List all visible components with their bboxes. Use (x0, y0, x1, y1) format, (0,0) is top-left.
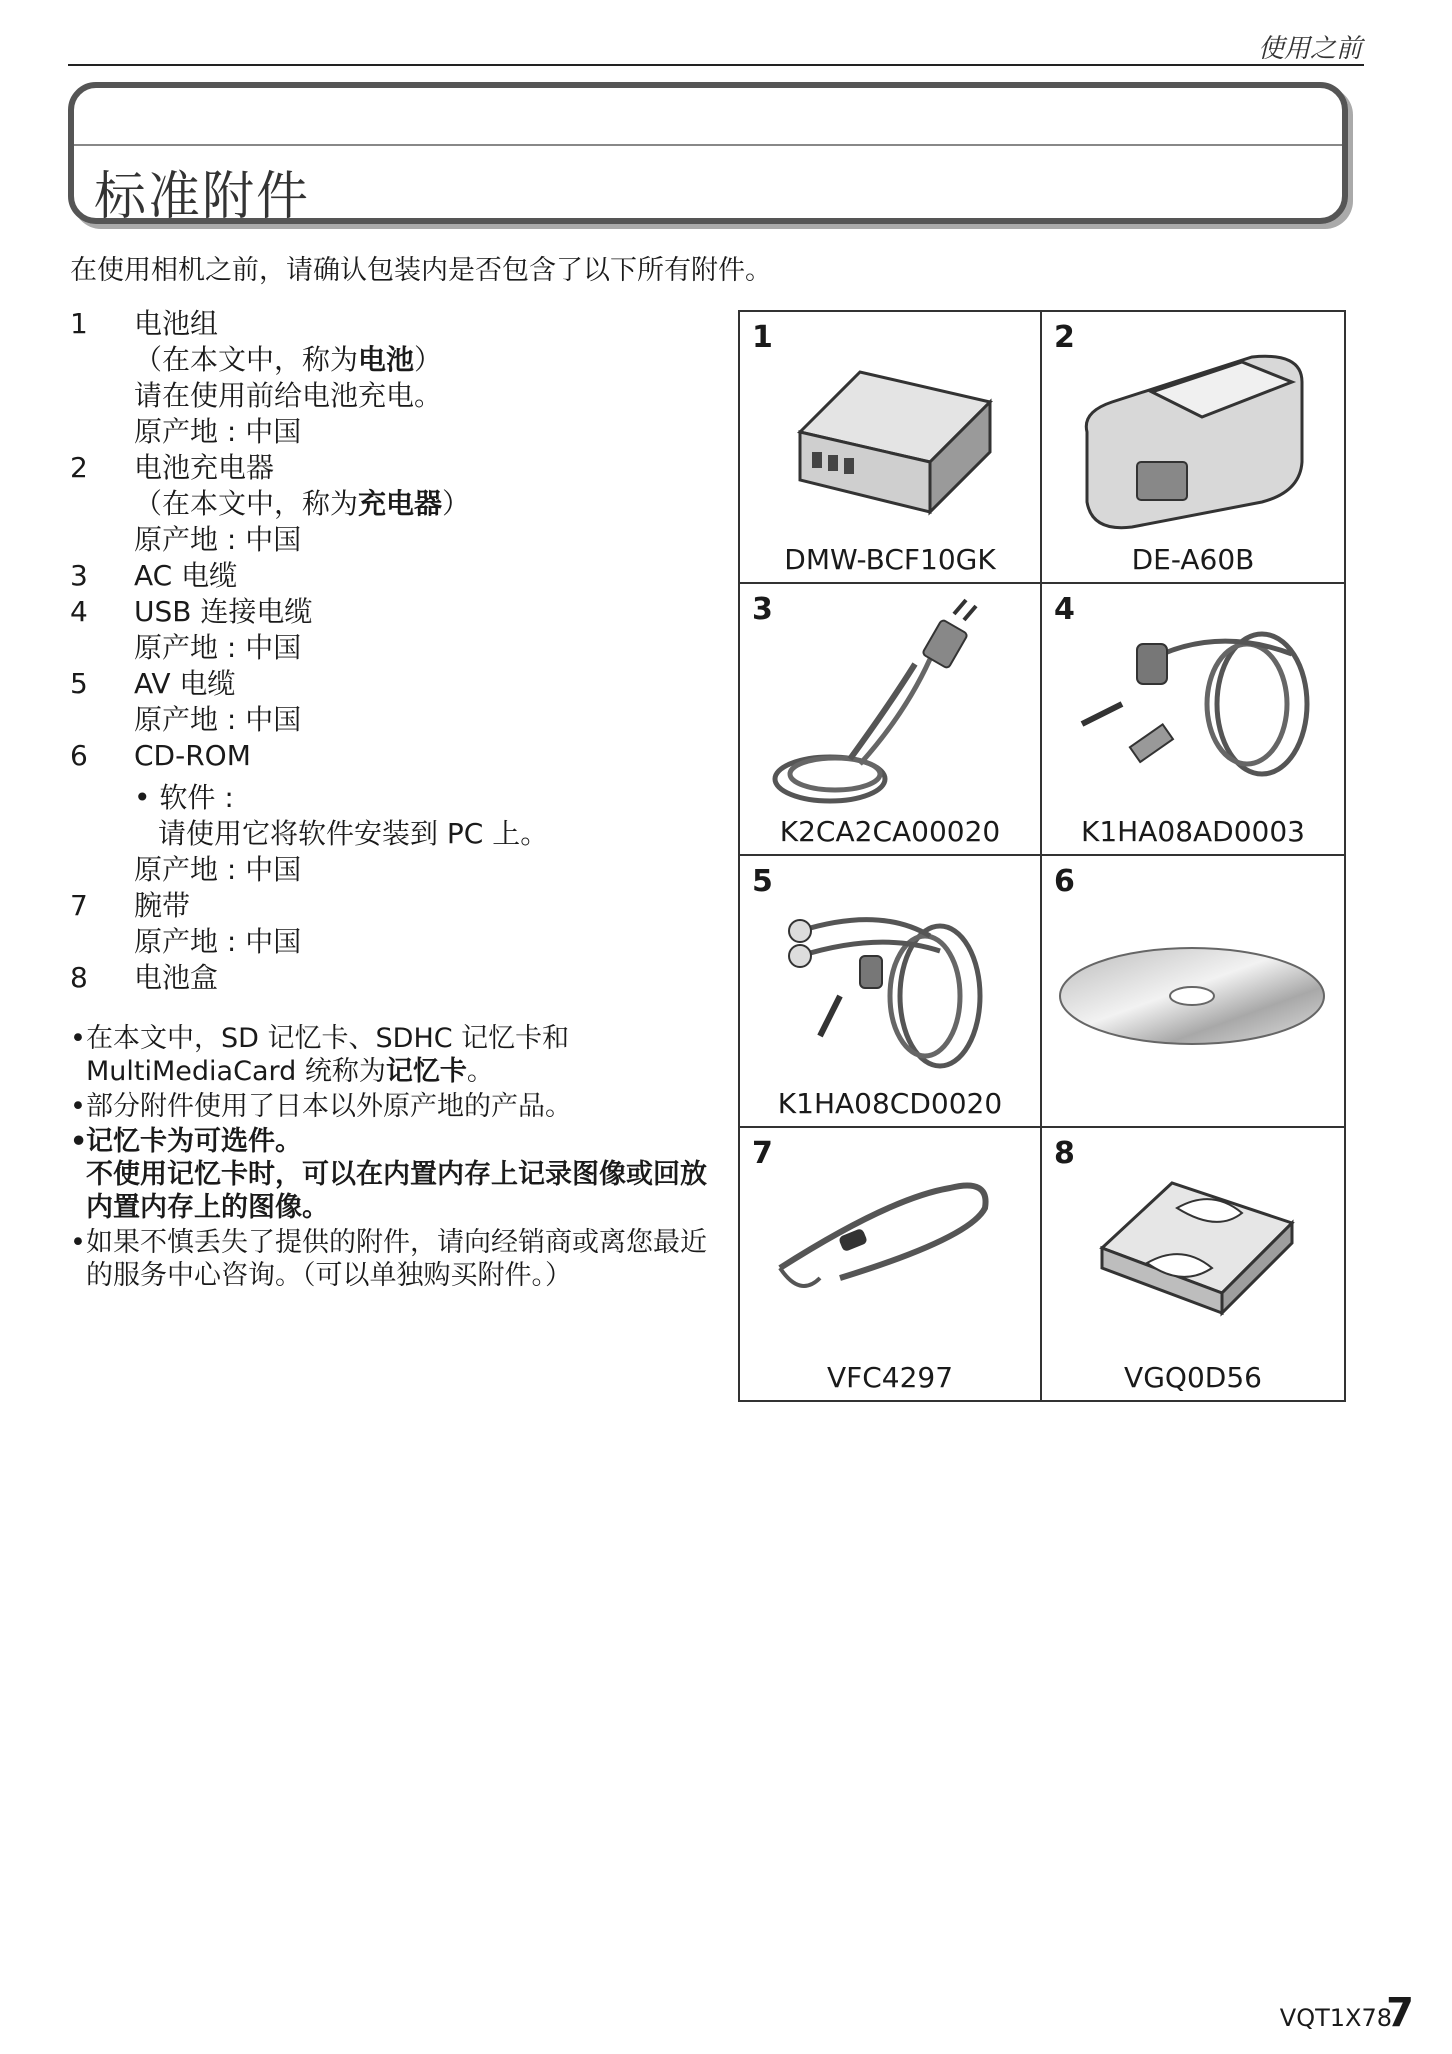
title-divider (74, 144, 1342, 146)
accessory-list (70, 306, 710, 996)
alias-prefix: （在本文中，称为 (134, 343, 359, 376)
item-number: 2 (70, 451, 88, 484)
item-name: CD-ROM (134, 739, 251, 772)
list-item (70, 888, 710, 924)
note-text: 如果不慎丢失了提供的附件，请向经销商或离您最近的服务中心咨询。（可以单独购买附件。） (86, 1227, 707, 1291)
note-text: 不使用记忆卡时，可以在内置内存上记录图像或回放内置内存上的图像。 (86, 1159, 707, 1223)
part-number: 2 (1054, 320, 1075, 355)
bullet-dot: • (134, 781, 160, 814)
part-number: 4 (1054, 592, 1075, 627)
item-number: 5 (70, 667, 88, 700)
list-item (70, 666, 710, 702)
notes-list (70, 1022, 710, 1294)
note-item (70, 1125, 710, 1224)
list-item (70, 306, 710, 342)
cd-rom-icon (1042, 856, 1344, 1127)
item-name: 电池充电器 (134, 451, 275, 484)
page-number: 7 (1386, 1990, 1414, 2036)
note-bold-term: 记忆卡 (385, 1056, 467, 1087)
item-alias (70, 342, 710, 378)
item-name: AC 电缆 (134, 559, 238, 592)
part-number: 1 (752, 320, 773, 355)
alias-prefix: （在本文中，称为 (134, 487, 359, 520)
part-number: 8 (1054, 1136, 1075, 1171)
part-cell (1042, 856, 1344, 1128)
part-cell (1042, 312, 1344, 584)
title-box (68, 82, 1348, 227)
item-number: 1 (70, 307, 88, 340)
part-cell (1042, 584, 1344, 856)
item-number: 6 (70, 739, 88, 772)
item-bullet-text: 请使用它将软件安装到 PC 上。 (158, 817, 549, 850)
item-origin: 原产地 : 中国 (134, 925, 302, 958)
item-number: 3 (70, 559, 88, 592)
part-code: VFC4297 (826, 1361, 954, 1394)
bullet-dot: • (70, 1227, 86, 1258)
part-code: K1HA08CD0020 (777, 1087, 1003, 1120)
part-cell (740, 1128, 1042, 1400)
note-text: 记忆卡为可选件。 (86, 1126, 302, 1157)
item-name: AV 电缆 (134, 667, 236, 700)
note-text: 。 (466, 1056, 494, 1087)
list-item (70, 450, 710, 486)
list-item (70, 558, 710, 594)
alias-suffix: ） (442, 487, 471, 520)
part-cell (740, 856, 1042, 1128)
section-label: 使用之前 (1257, 34, 1362, 64)
note-item (70, 1022, 710, 1088)
part-number: 3 (752, 592, 773, 627)
item-origin: 原产地 : 中国 (134, 853, 302, 886)
note-item (70, 1090, 710, 1123)
alias-term: 电池 (358, 343, 415, 376)
battery-case-icon (1042, 1128, 1344, 1399)
item-bullet (70, 780, 710, 816)
note-text: 在本文中，SD 记忆卡、SDHC 记忆卡和 (86, 1023, 570, 1054)
part-code: K2CA2CA00020 (779, 815, 1001, 848)
list-item (70, 960, 710, 996)
part-code: VGQ0D56 (1124, 1361, 1262, 1394)
item-number: 4 (70, 595, 88, 628)
list-item (70, 594, 710, 630)
note-item (70, 1226, 710, 1292)
item-origin: 原产地 : 中国 (134, 703, 302, 736)
part-code: DMW-BCF10GK (784, 543, 996, 576)
item-origin: 原产地 : 中国 (134, 631, 302, 664)
item-name: 电池组 (134, 307, 219, 340)
header-rule (68, 64, 1364, 66)
bullet-dot: • (70, 1023, 86, 1054)
alias-suffix: ） (414, 343, 443, 376)
note-text: 部分附件使用了日本以外原产地的产品。 (86, 1091, 572, 1122)
list-item (70, 738, 710, 774)
item-name: 电池盒 (134, 961, 219, 994)
item-origin: 原产地 : 中国 (134, 523, 302, 556)
part-number: 5 (752, 864, 773, 899)
part-code: K1HA08AD0003 (1081, 815, 1305, 848)
item-name: 腕带 (134, 889, 191, 922)
bullet-dot: • (70, 1126, 88, 1157)
item-origin: 原产地 : 中国 (134, 415, 302, 448)
part-cell (1042, 1128, 1344, 1400)
part-code: DE-A60B (1131, 543, 1255, 576)
item-alias (70, 486, 710, 522)
bullet-label: 软件 : (159, 781, 234, 814)
item-name: USB 连接电缆 (134, 595, 313, 628)
note-text: MultiMediaCard 统称为 (86, 1056, 386, 1087)
intro-text: 在使用相机之前，请确认包装内是否包含了以下所有附件。 (70, 255, 772, 286)
document-code: VQT1X78 (1279, 2004, 1392, 2032)
item-number: 7 (70, 889, 88, 922)
part-cell (740, 312, 1042, 584)
page-title: 标准附件 (94, 167, 311, 227)
part-number: 7 (752, 1136, 773, 1171)
part-cell (740, 584, 1042, 856)
item-note: 请在使用前给电池充电。 (134, 379, 443, 412)
strap-icon (740, 1128, 1042, 1399)
bullet-dot: • (70, 1091, 86, 1122)
accessory-grid (738, 310, 1346, 1402)
part-number: 6 (1054, 864, 1075, 899)
alias-term: 充电器 (358, 487, 443, 520)
item-number: 8 (70, 961, 88, 994)
